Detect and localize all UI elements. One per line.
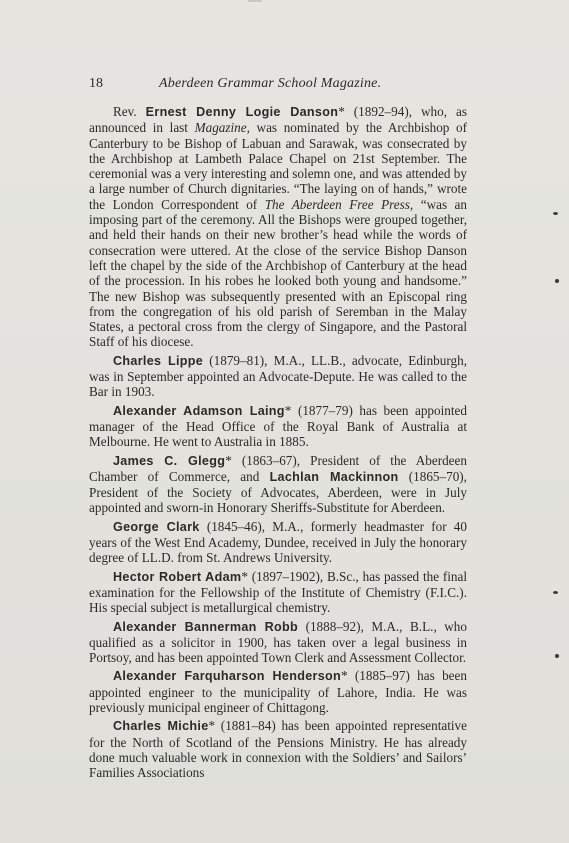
entry-danson: Rev. Ernest Denny Logie Danson* (1892–94), who, as announced in last Magazine, was nominated by the Archbishop of Canterbury to be Bishop of Labuan and Sarawak, was consecrated by the Archbishop at Lambeth Palace Chapel on 21st September. The ceremonial was a very interesting and solemn one, and was attended by a large number of Church dignitaries. “The laying on of hands,” wrote the London Correspondent of The Aberdeen Free Press, “was an imposing part of the ceremony. All the Bishops were grouped together, and held their hands on their new brother’s head while the words of consecration were uttered. At the close of the service Bishop Danson left the chapel by the side of the Archbishop of Canterbury at the head of the procession. In his robes he looked both young and handsome.” The new Bishop was subsequently presented with an Episcopal ring from the congregation of his old parish of Seremban in the Malay States, a pectoral cross from the clergy of Singapore, and the Pastoral Staff of his diocese. xyxy=(89,104,468,350)
running-title: Aberdeen Grammar School Magazine. xyxy=(159,76,382,91)
person-name: Alexander Adamson Laing xyxy=(113,403,285,418)
publication-title: The Aberdeen Free Press, xyxy=(264,196,414,212)
binding-hole-mark xyxy=(555,654,559,658)
entry-clark: George Clark (1845–46), M.A., formerly headmaster for 40 years of the West End Academy, Dundee, received in July the honorary degree of LL.D. from St. Andrews University. xyxy=(89,518,467,566)
publication-title: Magazine, xyxy=(194,120,250,136)
entry-robb: Alexander Bannerman Robb (1888–92), M.A., B.L., who qualified as a solicitor in 1900, has taken over a legal business in Portsoy, and has been appointed Town Clerk and Assessment Collector. xyxy=(89,618,467,666)
article-body xyxy=(89,104,467,783)
scan-artifact xyxy=(248,0,262,2)
person-name: James C. Glegg xyxy=(113,453,226,468)
entry-adam: Hector Robert Adam* (1897–1902), B.Sc., has passed the final examination for the Fellowship of the Institute of Chemistry (F.I.C.). His special subject is metallurgical chemistry. xyxy=(89,568,468,616)
entry-michie: Charles Michie* (1881–84) has been appointed representative for the North of Scotland of the Pensions Ministry. He has already done much valuable work in connexion with the Soldiers’ and Sailors’ Families Associations xyxy=(89,718,467,781)
person-name: Alexander Bannerman Robb xyxy=(113,619,299,634)
person-name: Charles Lippe xyxy=(113,353,204,368)
person-name: Ernest Denny Logie Danson xyxy=(145,105,339,119)
person-name: Alexander Farquharson Henderson xyxy=(113,669,341,684)
person-name: Hector Robert Adam xyxy=(113,569,242,584)
person-name: Charles Michie xyxy=(113,719,209,734)
person-name: Lachlan Mackinnon xyxy=(269,469,399,484)
entry-henderson: Alexander Farquharson Henderson* (1885–97) has been appointed engineer to the municipality of Lahore, India. He was previously municipal engineer of Chittagong. xyxy=(89,668,467,715)
binding-hole-mark xyxy=(553,212,558,215)
page-number: 18 xyxy=(89,76,103,91)
entry-lippe: Charles Lippe (1879–81), M.A., LL.B., advocate, Edinburgh, was in September appointed an Advocate-Depute. He was called to the Bar in 1903. xyxy=(89,352,467,400)
binding-hole-mark xyxy=(553,591,558,594)
binding-hole-mark xyxy=(555,279,559,283)
entry-glegg-mackinnon: James C. Glegg* (1863–67), President of the Aberdeen Chamber of Commerce, and Lachlan Mackinnon (1865–70), President of the Society of Advocates, Aberdeen, were in July appointed and sworn-in Honorary Sheriffs-Substitute for Aberdeen. xyxy=(89,452,467,516)
entry-laing: Alexander Adamson Laing* (1877–79) has been appointed manager of the Head Office of the Royal Bank of Australia at Melbourne. He went to Australia in 1885. xyxy=(89,402,467,450)
person-name: George Clark xyxy=(113,519,200,534)
page-header xyxy=(89,76,489,92)
